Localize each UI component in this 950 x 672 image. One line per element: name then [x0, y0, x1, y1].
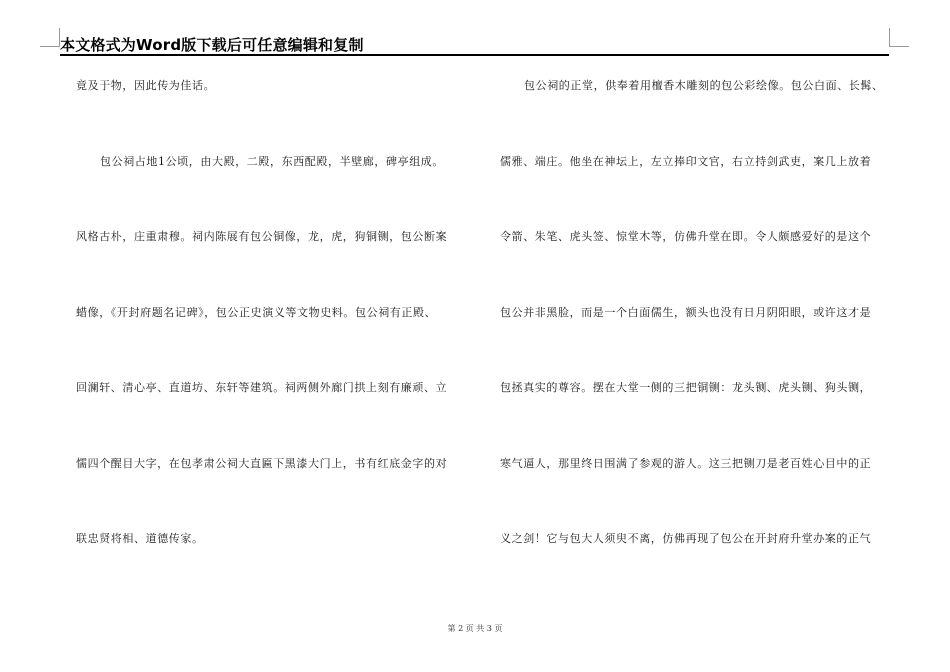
text-line: 令箭、朱笔、虎头签、惊堂木等，仿佛升堂在即。令人颇感爱好的是这个: [500, 230, 872, 243]
text-line: 回澜轩、清心亭、直道坊、东轩等建筑。祠两侧外廊门拱上刻有廉顽、立: [76, 381, 448, 394]
header-rule: [60, 54, 889, 56]
text-line: 儒雅、端庄。他坐在神坛上，左立捧印文官，右立持剑武吏，案几上放着: [500, 154, 872, 168]
text-line: 义之剑！它与包大人须臾不离，仿佛再现了包公在开封府升堂办案的正气: [500, 532, 872, 545]
text-line: 包拯真实的尊容。摆在大堂一侧的三把铜铡：龙头铡、虎头铡、狗头铡，: [500, 381, 872, 394]
left-column: [76, 70, 476, 599]
crop-mark-top-left-h: [40, 46, 60, 47]
text-line: 蜡像，《开封府题名记碑》，包公正史演义等文物史料。包公祠有正殿、: [76, 305, 437, 319]
page-number-footer: 第 2 页 共 3 页: [447, 624, 503, 633]
crop-mark-top-right-v: [889, 28, 890, 46]
right-column: [500, 70, 892, 599]
text-line: 联忠贤将相、道德传家。: [76, 532, 204, 545]
text-line: 寒气逼人，那里终日围满了参观的游人。这三把铡刀是老百姓心目中的正: [500, 456, 872, 470]
text-line: 包公并非黑脸，而是一个白面儒生，额头也没有日月阴阳眼，或许这才是: [500, 305, 872, 319]
document-header-title: 本文格式为Word版下载后可任意编辑和复制: [60, 36, 364, 54]
text-line: 竟及于物，因此传为佳话。: [76, 79, 216, 92]
text-line: 风格古朴，庄重肃穆。祠内陈展有包公铜像，龙，虎，狗铜铡，包公断案: [76, 230, 448, 243]
text-line: 包公祠的正堂，供奉着用檀香木雕刻的包公彩绘像。包公白面、长髯、: [524, 79, 884, 92]
text-line: 懦四个醒目大字，在包孝肃公祠大直匾下黑漆大门上，书有红底金字的对: [76, 456, 448, 470]
crop-mark-top-right-h: [889, 46, 909, 47]
text-line: 包公祠占地1公顷，由大殿，二殿，东西配殿，半壁廊，碑亭组成。: [100, 154, 444, 168]
